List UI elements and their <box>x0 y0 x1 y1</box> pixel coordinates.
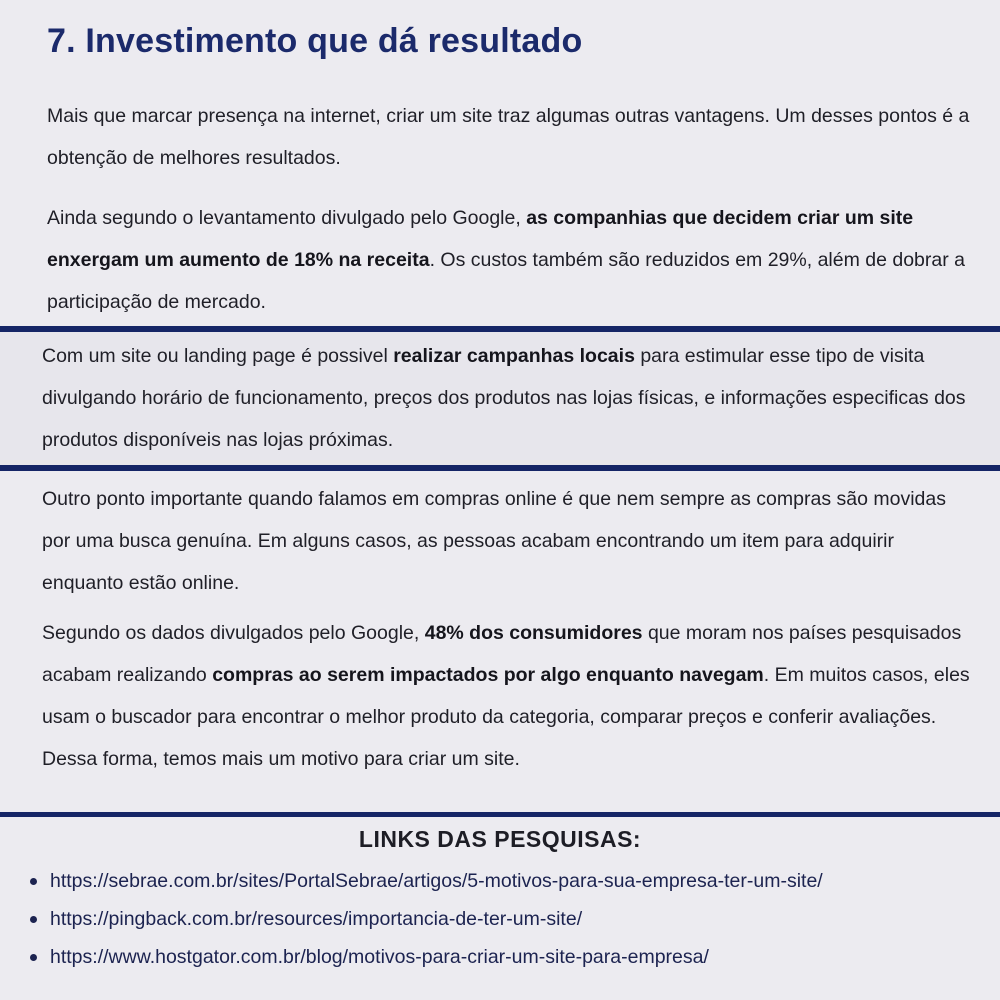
list-item[interactable] <box>30 938 1000 976</box>
highlight-text: 48% dos consumidores <box>424 622 643 644</box>
paragraph-local-campaigns <box>42 335 977 461</box>
bullet-icon <box>30 916 37 923</box>
link-url[interactable]: https://www.hostgator.com.br/blog/motivos-para-criar-um-site-para-empresa/ <box>50 946 709 968</box>
paragraph-online-shopping: Outro ponto importante quando falamos em compras online é que nem sempre as compras são movidas por uma busca genuína. Em alguns casos, as pessoas acabam encontrando um item para adquirir enquanto estão online. <box>42 488 946 594</box>
list-item[interactable] <box>30 862 1000 900</box>
links-heading: LINKS DAS PESQUISAS: <box>358 826 642 852</box>
list-item[interactable] <box>30 900 1000 938</box>
paragraph-text: Com um site ou landing page é possivel <box>42 345 394 367</box>
highlight-text: realizar campanhas locais <box>393 345 635 367</box>
links-list <box>30 862 1000 976</box>
paragraph-intro: Mais que marcar presença na internet, criar um site traz algumas outras vantagens. Um desses pontos é a obtenção de melhores resultados. <box>47 105 970 169</box>
paragraph-text: que moram nos países pesquisados acabam realizando <box>42 622 962 686</box>
highlight-text: compras ao serem impactados por algo enquanto navegam <box>212 664 764 686</box>
paragraph-google-revenue <box>47 197 977 323</box>
highlight-text: as companhias que decidem criar um site enxergam um aumento de 18% na receita <box>47 207 914 271</box>
section-title: 7. Investimento que dá resultado <box>47 22 583 60</box>
link-url[interactable]: https://sebrae.com.br/sites/PortalSebrae/artigos/5-motivos-para-sua-empresa-ter-um-site/ <box>50 870 823 892</box>
paragraph-text: . Em muitos casos, eles usam o buscador para encontrar o melhor produto da categoria, comparar preços e conferir avaliações. Dessa forma, temos mais um motivo para criar um site. <box>42 664 970 770</box>
divider-band <box>0 465 1000 471</box>
paragraph-text: Segundo os dados divulgados pelo Google, <box>42 622 425 644</box>
bullet-icon <box>30 878 37 885</box>
bullet-icon <box>30 954 37 961</box>
divider-band <box>0 812 1000 817</box>
link-url[interactable]: https://pingback.com.br/resources/importancia-de-ter-um-site/ <box>50 908 583 930</box>
paragraph-text: para estimular esse tipo de visita divulgando horário de funcionamento, preços dos produtos nas lojas físicas, e informações especificas dos produtos disponíveis nas lojas próximas. <box>42 345 966 451</box>
paragraph-text: Ainda segundo o levantamento divulgado pelo Google, <box>47 207 527 229</box>
paragraph-text: . Os custos também são reduzidos em 29%, além de dobrar a participação de mercado. <box>47 249 965 313</box>
paragraph-consumers <box>42 612 977 780</box>
